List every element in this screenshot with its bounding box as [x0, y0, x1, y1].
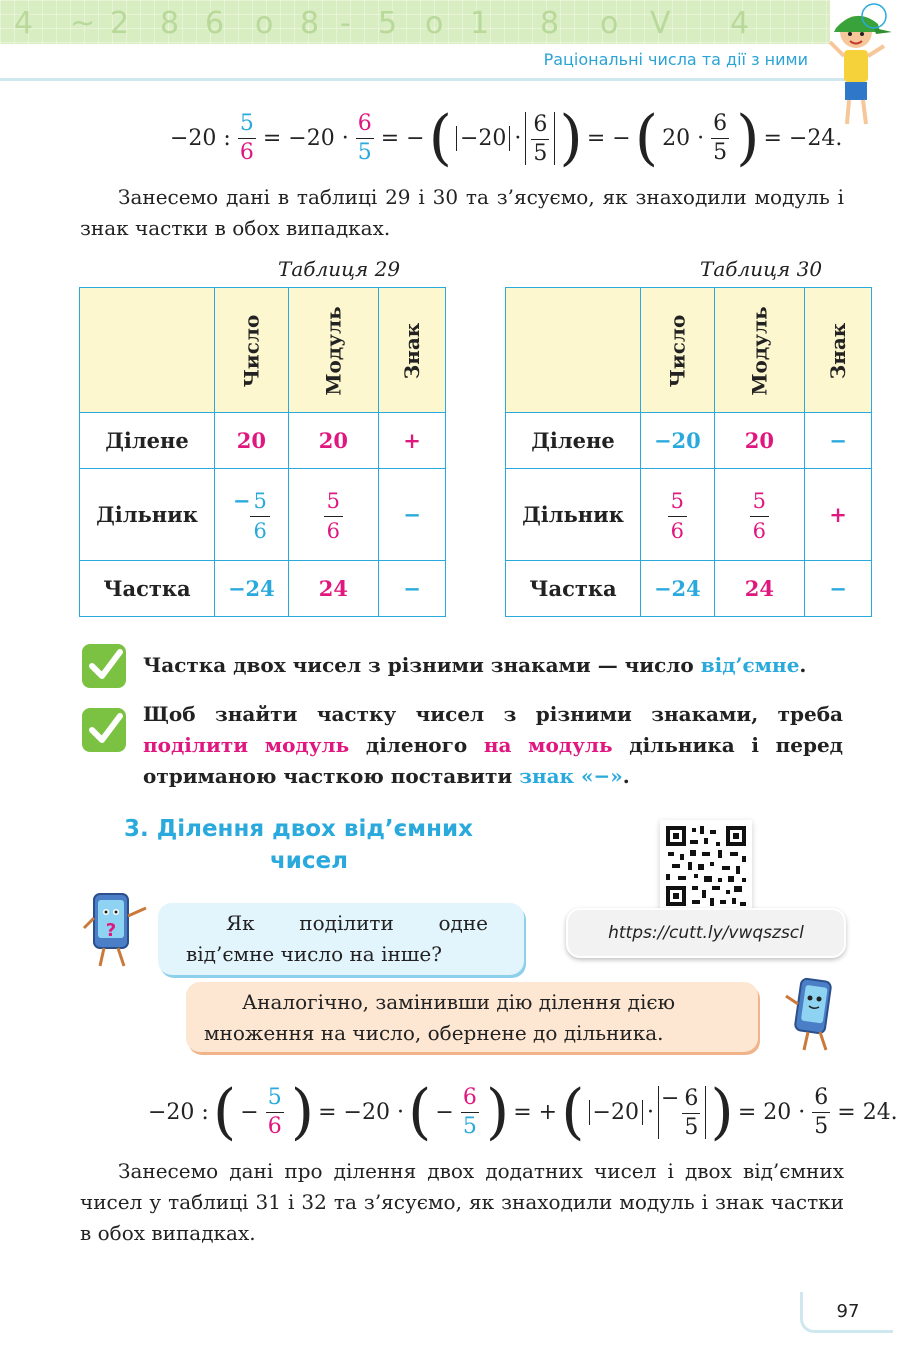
row-label: Дільник: [506, 469, 641, 561]
page-number: 97: [800, 1292, 893, 1333]
column-header: Знак: [379, 288, 446, 413]
left-paren: (: [428, 103, 452, 173]
url-link[interactable]: https://cutt.ly/vwqszscl: [566, 908, 846, 958]
cell-modulus: $\frac{5}{6}$: [288, 469, 378, 561]
right-paren: ): [710, 1077, 734, 1147]
left-paren: (: [561, 1077, 585, 1147]
right-paren: ): [290, 1077, 315, 1147]
phone-robot-illustration: [784, 974, 844, 1054]
rule-different-signs: Частка двох чисел з різними знаками — число від’ємне.: [143, 653, 807, 677]
table-corner: [80, 288, 215, 413]
absolute-value: $\frac{6}{5}$: [525, 112, 555, 165]
cell-sign: −: [805, 413, 872, 469]
cell-sign: +: [379, 413, 446, 469]
row-label: Частка: [80, 561, 215, 617]
row-label: Дільник: [80, 469, 215, 561]
fraction: $\frac{6}{5}$: [713, 110, 728, 165]
equation-1: −20 : $\frac{5}{6}$ = −20 · $\frac{6}{5}$ = − ( −20 · $\frac{6}{5}$ ) = − ( 20 · $\frac{6}{5}$ ) = −24.: [170, 103, 843, 173]
cell-number: − $\frac{5}{6}$: [215, 469, 289, 561]
table-corner: [506, 288, 641, 413]
row-label: Ділене: [506, 413, 641, 469]
column-header: Число: [215, 288, 289, 413]
checkmark-icon: [80, 704, 132, 756]
cell-sign: −: [379, 469, 446, 561]
fraction: $\frac{5}{6}$: [267, 1084, 282, 1139]
paragraph-outro: Занесемо дані про ділення двох додатних чисел і двох від’ємних чисел у таблиці 31 і 32 та з’ясуємо, як знаходили модуль і знак частки в обох випадках.: [80, 1159, 844, 1245]
fraction: $\frac{5}{6}$: [239, 110, 254, 165]
cell-modulus: $\frac{5}{6}$: [714, 469, 804, 561]
right-paren: ): [559, 103, 583, 173]
table-row: [80, 469, 446, 561]
column-header: Знак: [805, 288, 872, 413]
cell-number: −20: [641, 413, 715, 469]
checkmark-icon: [80, 640, 132, 692]
cell-number: $\frac{5}{6}$: [641, 469, 715, 561]
section-3-heading-line1: 3. Ділення двох від’ємних: [124, 816, 473, 842]
absolute-value: −20: [456, 126, 510, 151]
cell-sign: +: [805, 469, 872, 561]
cell-modulus: 20: [714, 413, 804, 469]
fraction: $\frac{6}{5}$: [357, 110, 372, 165]
rule-divide-different-signs: Щоб знайти частку чисел з різними знаками, треба поділити модуль діленого на модуль дільника і перед отриманою часткою поставити знак «−».: [143, 702, 843, 788]
left-paren: (: [212, 1077, 237, 1147]
svg-text:?: ?: [105, 920, 117, 941]
cell-modulus: 24: [288, 561, 378, 617]
cell-number: −24: [215, 561, 289, 617]
row-label: Частка: [506, 561, 641, 617]
table-row: [506, 561, 872, 617]
left-paren: (: [407, 1077, 432, 1147]
cell-modulus: 24: [714, 561, 804, 617]
cell-sign: −: [805, 561, 872, 617]
equation-2: −20 : ( − $\frac{5}{6}$ ) = −20 · ( − $\frac{6}{5}$ ) = + ( −20 · − $\frac{6}{5}$ ) = 20 · $\frac{6}{5}$ = 24.: [148, 1077, 898, 1147]
table-30: [505, 287, 872, 617]
table-30-caption: Таблиця 30: [700, 257, 823, 281]
absolute-value: − $\frac{6}{5}$: [658, 1086, 706, 1139]
section-3-heading-line2: чисел: [270, 848, 348, 874]
table-row: [506, 469, 872, 561]
cell-sign: −: [379, 561, 446, 617]
row-label: Ділене: [80, 413, 215, 469]
cell-modulus: 20: [288, 413, 378, 469]
column-header: Модуль: [288, 288, 378, 413]
table-row: [506, 413, 872, 469]
column-header: Число: [641, 288, 715, 413]
cell-number: 20: [215, 413, 289, 469]
left-paren: (: [634, 103, 659, 173]
table-row: [80, 413, 446, 469]
right-paren: ): [485, 1077, 510, 1147]
table-29: [79, 287, 446, 617]
answer-speech-bubble: Аналогічно, замінивши дію ділення дією множення на число, обернене до дільника.: [186, 982, 758, 1052]
paragraph-intro: Занесемо дані в таблиці 29 і 30 та з’ясуємо, як знаходили модуль і знак частки в обох випадках.: [80, 185, 844, 240]
table-row: [80, 561, 446, 617]
cell-number: −24: [641, 561, 715, 617]
section-title: Раціональні числа та дії з ними: [543, 50, 808, 69]
fraction: $\frac{6}{5}$: [814, 1084, 829, 1139]
qr-code-icon[interactable]: [660, 820, 752, 912]
question-speech-bubble: Як поділити одне від’ємне число на інше?: [158, 903, 524, 975]
column-header: Модуль: [714, 288, 804, 413]
phone-robot-question-illustration: [80, 888, 160, 972]
absolute-value: −20: [589, 1100, 643, 1125]
right-paren: ): [736, 103, 760, 173]
table-29-caption: Таблиця 29: [278, 257, 401, 281]
fraction: $\frac{6}{5}$: [462, 1084, 477, 1139]
